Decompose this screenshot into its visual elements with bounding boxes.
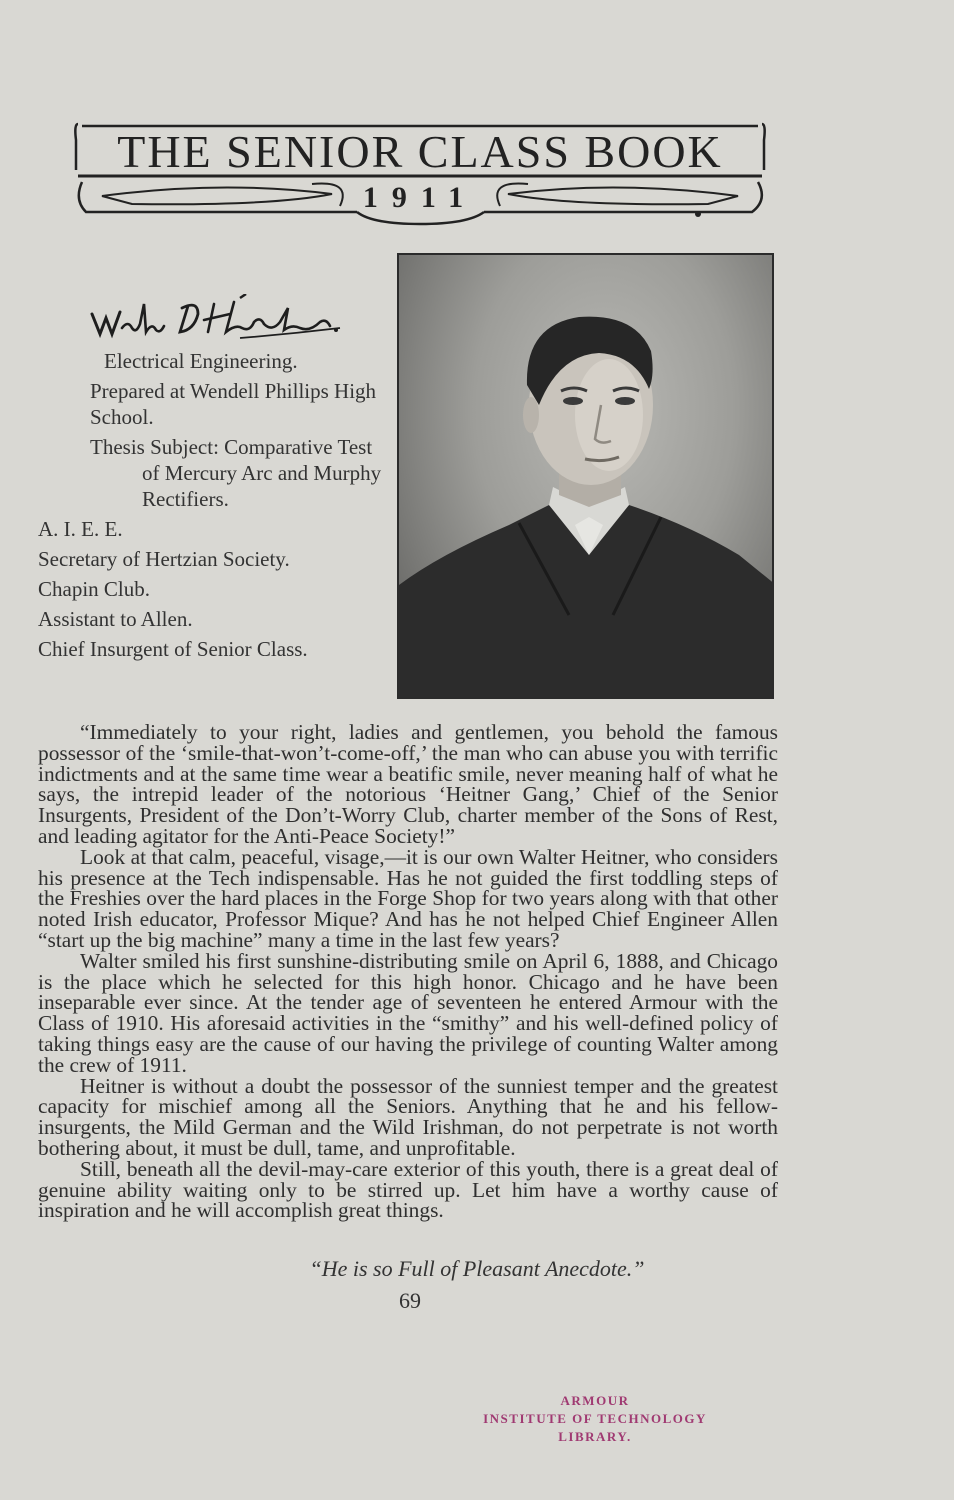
biography-text — [38, 722, 778, 1221]
fact-prepared-at: Prepared at Wendell Phillips High School. — [90, 379, 377, 429]
biography-paragraph: Look at that calm, peaceful, visage,—it is our own Walter Heitner, who considers his presence at the Tech indispensable. Has he not guided the first toddling steps of the Freshies over the hard places in the Forge Shop for two years along with that other noted Irish educator, Professor Mique? And has he not helped Chief Engineer Allen “start up the big machine” many a time in the last few years? — [38, 844, 778, 952]
signature — [90, 294, 350, 344]
book-year: 1911 — [362, 181, 478, 214]
library-stamp — [460, 1392, 730, 1446]
portrait-photo — [397, 253, 774, 699]
stamp-line-1: ARMOUR — [560, 1393, 630, 1408]
fact-department: Electrical Engineering. — [104, 349, 298, 373]
portrait-image — [399, 255, 774, 699]
biography-paragraph: Heitner is without a doubt the possessor of the sunniest temper and the greatest capacity for mischief among all the Seniors. Anything that he and his fellow-insurgents, the Mild German and the Wild Irishman, do not perpetrate is not worth bothering about, it must be dull, tame, and unprofitable. — [38, 1073, 778, 1160]
student-facts — [38, 348, 388, 666]
closing-quote: “He is so Full of Pleasant Anecdote.” — [309, 1256, 645, 1281]
biography-paragraph: Still, beneath all the devil-may-care exterior of this youth, there is a great deal of genuine ability waiting only to be stirred up. Let him have a worthy cause of inspiration and he will accomplish great things. — [38, 1156, 778, 1223]
header-banner — [72, 120, 768, 228]
fact-club: Chapin Club. — [38, 577, 151, 601]
fact-secretary: Secretary of Hertzian Society. — [38, 547, 290, 571]
book-title: THE SENIOR CLASS BOOK — [117, 126, 723, 177]
biography-paragraph: “Immediately to your right, ladies and gentlemen, you behold the famous possessor of the ‘smile-that-won’t-come-off,’ the man who can abuse you with terrific indictments and at the same time wear a beatific smile, never meaning half of what he says, the intrepid leader of the notorious ‘Heitner Gang,’ Chief of the Senior Insurgents, President of the Don’t-Worry Club, charter member of the Sons of Rest, and leading agitator for the Anti-Peace Society!” — [38, 720, 778, 848]
fact-insurgent: Chief Insurgent of Senior Class. — [38, 637, 308, 661]
signature-image — [90, 294, 350, 344]
fact-society: A. I. E. E. — [38, 517, 123, 541]
biography-paragraph: Walter smiled his first sunshine-distributing smile on April 6, 1888, and Chicago is the place which he selected for this high honor. Chicago and he have been inseparable ever since. At the tender age of seventeen he entered Armour with the Class of 1910. His aforesaid activities in the “smithy” and his well-defined policy of taking things easy are the cause of our having the privilege of counting Walter among the crew of 1911. — [38, 948, 778, 1077]
fact-assistant: Assistant to Allen. — [38, 607, 193, 631]
stamp-line-3: LIBRARY. — [558, 1429, 632, 1444]
fact-thesis: Thesis Subject: Comparative Test of Mercury Arc and Murphy Rectifiers. — [90, 435, 382, 511]
page-number: 69 — [399, 1288, 421, 1313]
stamp-line-2: INSTITUTE OF TECHNOLOGY — [483, 1411, 707, 1426]
